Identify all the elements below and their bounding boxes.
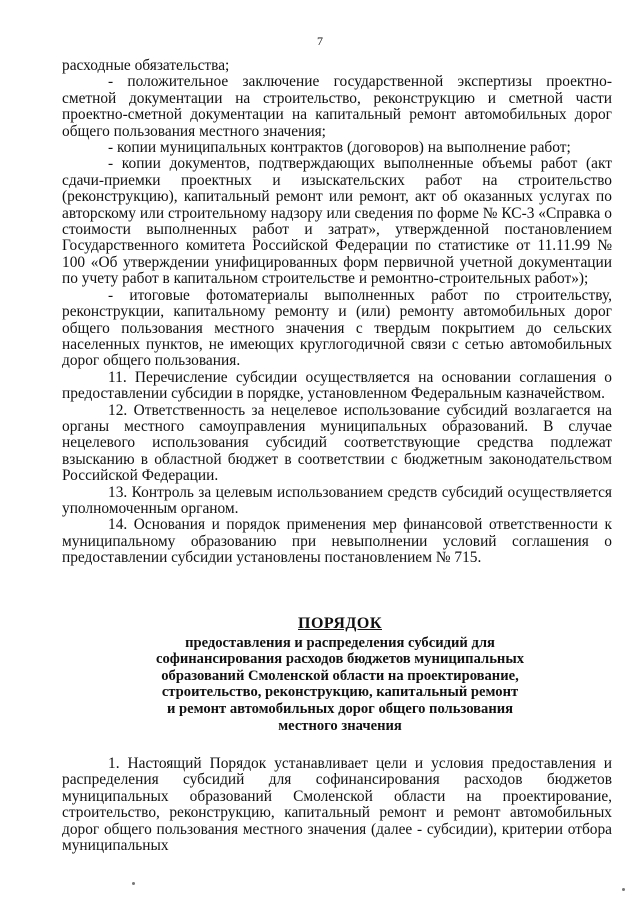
heading-line: образований Смоленской области на проектирование, — [161, 667, 519, 684]
paragraph-item-13: 13. Контроль за целевым использованием средств субсидий осуществляется уполномоченным органом. — [62, 483, 612, 517]
heading-line: местного значения — [278, 717, 402, 734]
heading-line: и ремонт автомобильных дорог общего пользования — [166, 700, 514, 717]
paragraph-item-14: 14. Основания и порядок применения мер финансовой ответственности к муниципальному образованию при невыполнении условий соглашения о предоставлении субсидии установлены постановлением № 715. — [62, 516, 612, 567]
paragraph-expert-conclusion: - положительное заключение государственной экспертизы проектно-сметной документации на строительство, реконструкцию и сметной части проектно-сметной документации на капитальный ремонт автомобильных дорог общего пользования местного значения; — [62, 73, 612, 140]
document-body — [62, 58, 612, 567]
paragraph-section-item-1: 1. Настоящий Порядок устанавливает цели и условия предоставления и распределения субсидий для софинансирования расходов бюджетов муниципальных образований Смоленской области на проектирование, строительство, реконструкцию, капитальный ремонт и ремонт автомобильных дорог общего пользования местного значения (далее - субсидии), критерии отбора муниципальных — [62, 755, 612, 855]
heading-line: строительство, реконструкцию, капитальный ремонт — [161, 684, 519, 701]
section-body — [62, 756, 612, 854]
scan-speck — [132, 882, 135, 885]
paragraph-photo-materials: - итоговые фотоматериалы выполненных работ по строительству, реконструкции, капитальному ремонту и (или) ремонту автомобильных дорог общего пользования местного значения с твердым покрытием до сельских населенных пунктов, не имеющих круглогодичной связи с сетью автомобильных дорог общего пользования. — [62, 286, 612, 370]
page-number: 7 — [317, 34, 323, 48]
heading-subtitle — [100, 635, 580, 735]
paragraph-obligations: расходные обязательства; — [62, 57, 230, 74]
paragraph-contract-copies: - копии муниципальных контрактов (договоров) на выполнение работ; — [108, 139, 571, 157]
paragraph-work-documents: - копии документов, подтверждающих выполненные объемы работ (акт сдачи-приемки проектных и изыскательских работ на строительство (реконструкцию), капитальный ремонт или ремонт, акт об оказанных услугах по авторскому или строительному надзору или сведения по форме № КС-3 «Справка о стоимости выполненных работ и затрат», утвержденной постановлением Государственного комитета Российской Федерации по статистике от 11.11.99 № 100 «Об утверждении унифицированных форм первичной учетной документации по учету работ в капитальном строительстве и ремонтно-строительных работ»); — [62, 155, 612, 288]
heading-line: софинансирования расходов бюджетов муниципальных — [155, 651, 525, 668]
section-heading — [100, 616, 580, 734]
heading-line: предоставления и распределения субсидий для — [185, 634, 495, 651]
heading-title: ПОРЯДОК — [298, 615, 382, 632]
paragraph-item-11: 11. Перечисление субсидии осуществляется на основании соглашения о предоставлении субсидии в порядке, установленном Федеральным казначейством. — [62, 368, 612, 403]
scan-speck — [622, 888, 625, 891]
paragraph-item-12: 12. Ответственность за нецелевое использование субсидий возлагается на органы местного самоуправления муниципальных образований. В случае нецелевого использования субсидий соответствующие средства подлежат взысканию в областной бюджет в соответствии с бюджетным законодательством Российской Федерации. — [62, 401, 612, 485]
